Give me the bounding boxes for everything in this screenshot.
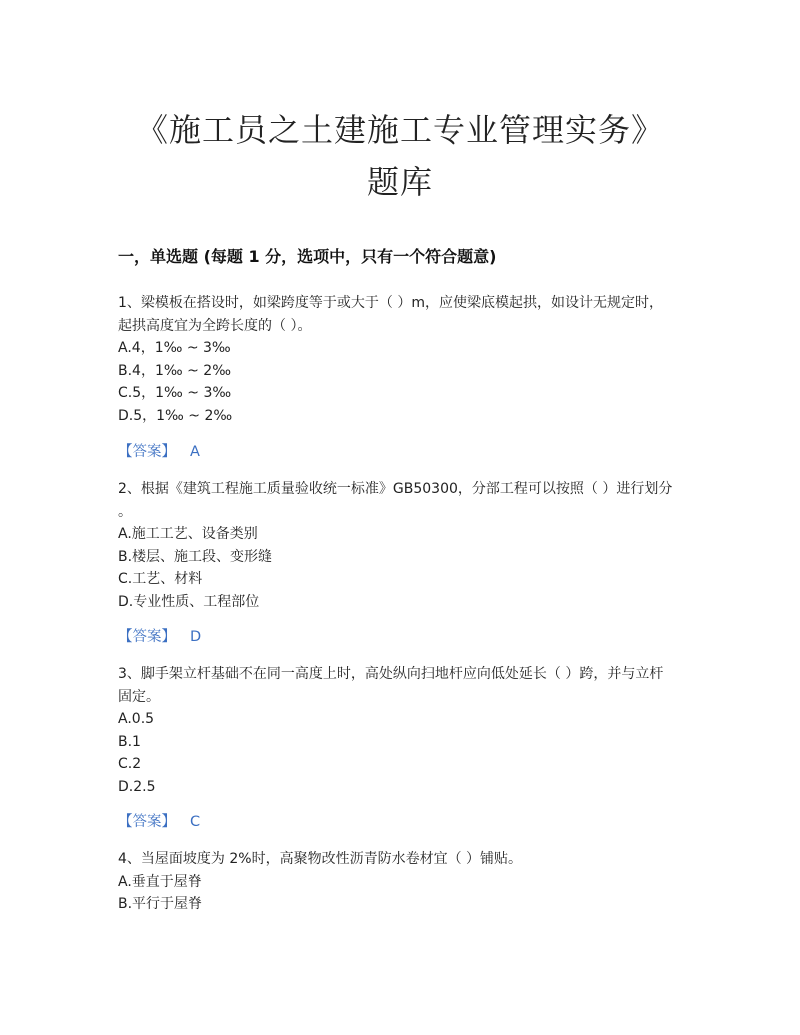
- answer-tag: 【答案】: [118, 444, 176, 460]
- option-d: D.2.5: [118, 778, 156, 795]
- option-b: B.楼层、施工段、变形缝: [118, 548, 273, 565]
- answer-value: C: [190, 814, 201, 830]
- option-d: D.5，1‰ ~ 2‰: [118, 407, 233, 424]
- question-stem: 起拱高度宜为全跨长度的（ ）。: [118, 317, 312, 334]
- section-heading: 一，单选题 (每题 1 分，选项中，只有一个符合题意): [118, 247, 497, 266]
- question-stem: 4、当屋面坡度为 2%时，高聚物改性沥青防水卷材宜（ ）铺贴。: [118, 851, 523, 867]
- option-c: C.5，1‰ ~ 3‰: [118, 385, 232, 401]
- option-c: C.2: [118, 756, 142, 772]
- question-4: [118, 848, 688, 916]
- option-c: C.工艺、材料: [118, 571, 203, 587]
- document-title: 《施工员之土建施工专业管理实务》: [135, 111, 664, 149]
- option-a: A.0.5: [118, 711, 155, 727]
- question-stem: 3、脚手架立杆基础不在同一高度上时，高处纵向扫地杆应向低处延长（ ）跨，并与立杆: [118, 666, 664, 682]
- question-3: [118, 663, 688, 798]
- answer-tag: 【答案】: [118, 629, 176, 645]
- question-1: [118, 292, 688, 427]
- option-a: A.4，1‰ ~ 3‰: [118, 340, 231, 356]
- option-b: B.1: [118, 733, 141, 750]
- option-b: B.4，1‰ ~ 2‰: [118, 362, 231, 379]
- answer-value: D: [190, 629, 202, 645]
- document-title-continued: 题库: [366, 163, 433, 201]
- answer-value: A: [190, 444, 200, 460]
- question-stem: 2、根据《建筑工程施工质量验收统一标准》GB50300，分部工程可以按照（ ）进行划分: [118, 481, 673, 497]
- option-d: D.专业性质、工程部位: [118, 593, 260, 610]
- answer-2: [118, 626, 201, 648]
- answer-tag: 【答案】: [118, 814, 176, 830]
- question-stem: 1、梁模板在搭设时，如梁跨度等于或大于（ ）m，应使梁底模起拱，如设计无规定时，: [118, 295, 663, 311]
- option-a: A.施工工艺、设备类别: [118, 526, 258, 542]
- answer-3: [118, 811, 200, 833]
- option-a: A.垂直于屋脊: [118, 873, 202, 890]
- option-b: B.平行于屋脊: [118, 896, 203, 912]
- question-stem: 固定。: [118, 688, 160, 705]
- question-stem: 。: [118, 503, 132, 520]
- question-2: [118, 478, 688, 613]
- answer-1: [118, 441, 200, 463]
